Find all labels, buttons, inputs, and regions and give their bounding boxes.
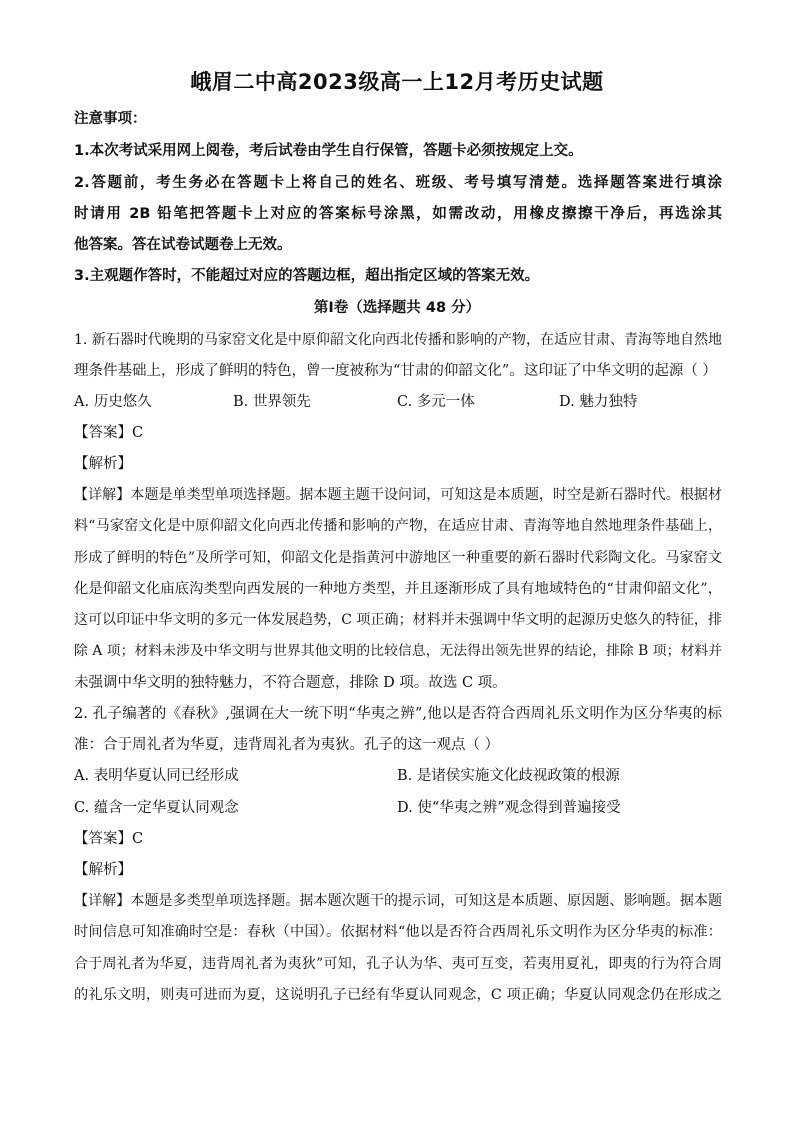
q1-detail-line-7: 未强调中华文明的独特魅力，不符合题意，排除 D 项。故选 C 项。 bbox=[74, 675, 507, 691]
q1-detail-line-2: 料“马家窑文化是中原仰韶文化向西北传播和影响的产物，在适应甘肃、青海等地自然地理条件基础上， bbox=[74, 518, 722, 534]
q2-answer: 【答案】C bbox=[74, 831, 144, 847]
notice-line-5: 3.主观题作答时，不能超过对应的答题边框，超出指定区域的答案无效。 bbox=[74, 268, 540, 284]
q1-option-d: D. 魅力独特 bbox=[559, 394, 638, 410]
q2-option-d: D. 使“华夷之辨”观念得到普遍接受 bbox=[397, 800, 621, 816]
q1-detail-line-3: 形成了鲜明的特色”及所学可知，仰韶文化是指黄河中游地区一种重要的新石器时代彩陶文化。马家窑文 bbox=[74, 550, 722, 566]
q1-stem-line-2: 理条件基础上，形成了鲜明的特色，曾一度被称为“甘肃的仰韶文化”。这印证了中华文明的起源（ ） bbox=[74, 363, 717, 379]
q2-detail-line-3: 合于周礼者为华夏，违背周礼者为夷狄”可知，孔子认为华、夷可互变，若夷用夏礼，即夷的行为符合周 bbox=[74, 956, 722, 972]
q1-option-b: B. 世界领先 bbox=[233, 394, 311, 410]
q1-answer: 【答案】C bbox=[74, 425, 144, 441]
notice-heading: 注意事项： bbox=[74, 111, 147, 127]
q2-option-b: B. 是诸侯实施文化歧视政策的根源 bbox=[397, 768, 620, 784]
q2-stem-line-1: 2. 孔子编著的《春秋》,强调在大一统下明“华夷之辨”,他以是否符合西周礼乐文明作为区分华夷的标 bbox=[74, 706, 722, 722]
q1-analysis-label: 【解析】 bbox=[74, 456, 132, 472]
q1-option-a: A. 历史悠久 bbox=[74, 394, 152, 410]
q1-detail-line-5: 这可以印证中华文明的多元一体发展趋势，C 项正确；材料并未强调中华文明的起源历史悠久的特征，排 bbox=[74, 612, 722, 628]
section-title: 第Ⅰ卷（选择题共 48 分） bbox=[313, 300, 481, 316]
q1-detail-line-6: 除 A 项；材料未涉及中华文明与世界其他文明的比较信息，无法得出领先世界的结论，排除 B 项；材料并 bbox=[74, 643, 722, 659]
q2-analysis-label: 【解析】 bbox=[74, 862, 132, 878]
q2-detail-line-4: 的礼乐文明，则夷可进而为夏，这说明孔子已经有华夏认同观念，C 项正确；华夏认同观念仍在形成之 bbox=[74, 987, 722, 1003]
q2-stem-line-2: 准：合于周礼者为华夏，违背周礼者为夷狄。孔子的这一观点（ ） bbox=[74, 737, 500, 753]
q1-detail-line-1: 【详解】本题是单类型单项选择题。据本题主题干设问词，可知这是本质题，时空是新石器时代。根据材 bbox=[74, 487, 722, 503]
exam-title: 峨眉二中高2023级高一上12月考历史试题 bbox=[190, 70, 604, 94]
q2-detail-line-2: 时间信息可知准确时空是：春秋（中国）。依据材料“他以是否符合西周礼乐文明作为区分华夷的标准： bbox=[74, 924, 722, 940]
notice-line-1: 1.本次考试采用网上阅卷，考后试卷由学生自行保管，答题卡必须按规定上交。 bbox=[74, 143, 583, 159]
notice-line-2: 2.答题前，考生务必在答题卡上将自己的姓名、班级、考号填写清楚。选择题答案进行填涂 bbox=[74, 175, 722, 191]
q2-option-c: C. 蕴含一定华夏认同观念 bbox=[74, 800, 239, 816]
notice-line-4: 他答案。答在试卷试题卷上无效。 bbox=[74, 237, 292, 253]
q2-option-a: A. 表明华夏认同已经形成 bbox=[74, 768, 239, 784]
notice-line-3: 时请用 2B 铅笔把答题卡上对应的答案标号涂黑，如需改动，用橡皮擦擦干净后，再选涂其 bbox=[74, 206, 722, 222]
q2-detail-line-1: 【详解】本题是多类型单项选择题。据本题次题干的提示词，可知这是本质题、原因题、影响题。据本题 bbox=[74, 893, 722, 909]
q1-option-c: C. 多元一体 bbox=[397, 394, 475, 410]
q1-stem-line-1: 1. 新石器时代晚期的马家窑文化是中原仰韶文化向西北传播和影响的产物，在适应甘肃、青海等地自然地 bbox=[74, 332, 722, 348]
q1-detail-line-4: 化是仰韶文化庙底沟类型向西发展的一种地方类型，并且逐渐形成了具有地域特色的“甘肃仰韶文化”， bbox=[74, 581, 722, 597]
